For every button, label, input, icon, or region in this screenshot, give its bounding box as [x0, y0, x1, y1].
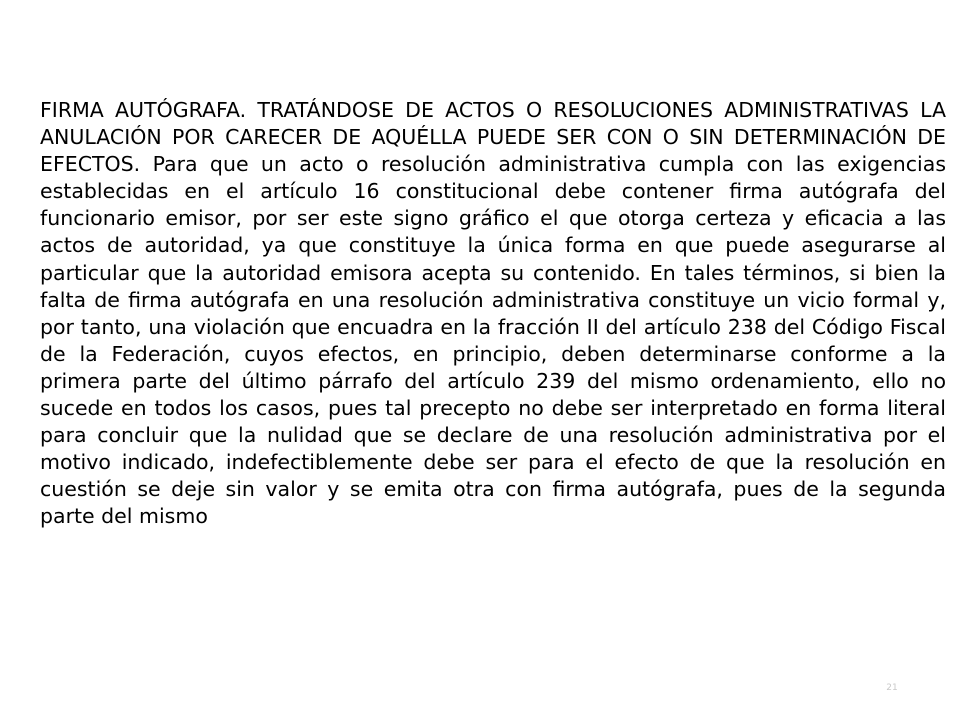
slide-number: 21	[886, 683, 898, 693]
thesis-body: Para que un acto o resolución administrativa cumpla con las exigencias establecidas en el artículo 16 constitucional debe contener firma autógrafa del funcionario emisor, por ser este signo gráfico el que otorga certeza y eficacia a las actos de autoridad, ya que constituye la única forma en que puede asegurarse al particular que la autoridad emisora acepta su contenido. En tales términos, si bien la falta de firma autógrafa en una resolución administrativa constituye un vicio formal y, por tanto, una violación que encuadra en la fracción II del artículo 238 del Código Fiscal de la Federación, cuyos efectos, en principio, deben determinarse conforme a la primera parte del último párrafo del artículo 239 del mismo ordenamiento, ello no sucede en todos los casos, pues tal precepto no debe ser interpretado en forma literal para concluir que la nulidad que se declare de una resolución administrativa por el motivo indicado, indefectiblemente debe ser para el efecto de que la resolución en cuestión se deje sin valor y se emita otra con firma autógrafa, pues de la segunda parte del mismo	[40, 152, 946, 529]
thesis-heading: FIRMA AUTÓGRAFA. TRATÁNDOSE DE ACTOS O RESOLUCIONES ADMINISTRATIVAS LA ANULACIÓN POR CARECER DE AQUÉLLA PUEDE SER CON O SIN DETERMINACIÓN DE EFECTOS.	[40, 98, 946, 177]
thesis-text	[40, 97, 946, 531]
